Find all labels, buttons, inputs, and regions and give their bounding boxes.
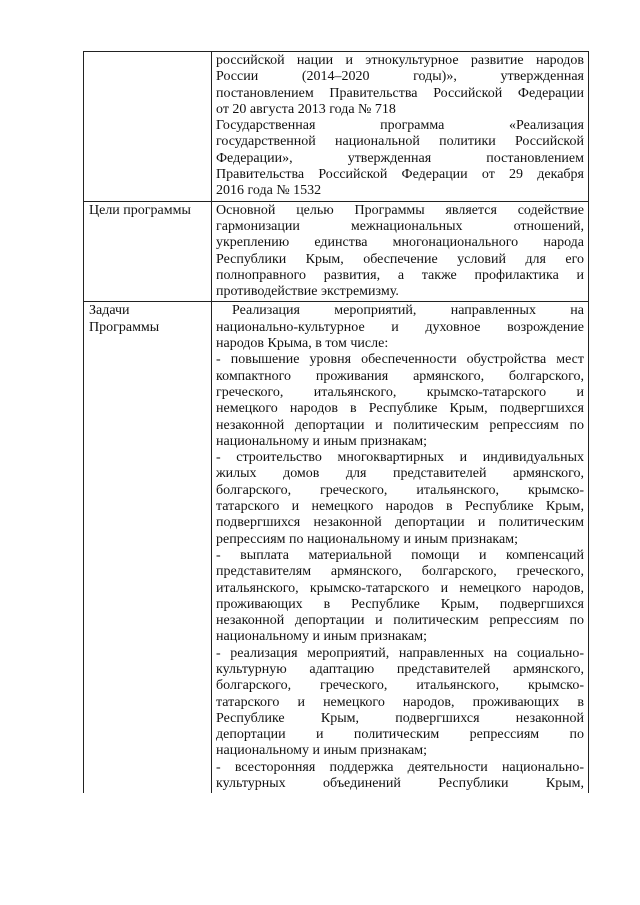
content-line: итальянского, крымско-татарского и немецкого народов, [216, 580, 584, 596]
content-line: немецкого народов в Республике Крым, подвергшихся [216, 401, 584, 417]
content-line: Основной целью Программы является содействие [216, 202, 584, 218]
table-row [84, 52, 589, 202]
content-line: государственной национальной политики Российской [216, 134, 584, 150]
content-line: Государственная программа «Реализация [216, 118, 584, 134]
content-line: укреплению единства многонационального народа [216, 235, 584, 251]
content-line: национально-культурное и духовное возрождение [216, 319, 584, 335]
content-line: Республики Крым, обеспечение условий для его [216, 251, 584, 267]
content-line: полноправного развития, а также профилактика и [216, 267, 584, 283]
content-line: незаконной депортации и политическим репрессиям по [216, 613, 584, 629]
content-line: жилых домов для представителей армянского, [216, 466, 584, 482]
content-line: Реализация мероприятий, направленных на [232, 303, 584, 319]
content-line: постановлением Правительства Российской Федерации [216, 85, 584, 101]
row-label-text: Задачи [89, 303, 130, 319]
row-label-cell [84, 52, 212, 202]
content-line: Федерации», утвержденная постановлением [216, 150, 584, 166]
row-label-text: Цели программы [89, 202, 191, 218]
content-line: депортации и политическим репрессиям по [216, 727, 584, 743]
content-line: подвергшихся незаконной депортации и политическим [216, 515, 584, 531]
content-line: - всесторонняя поддержка деятельности национально- [216, 759, 584, 775]
row-label-cell [84, 302, 212, 793]
content-line: - реализация мероприятий, направленных на социально- [216, 645, 584, 661]
content-line: болгарского, греческого, итальянского, крымско- [216, 482, 584, 498]
content-line: - выплата материальной помощи и компенсаций [216, 547, 584, 563]
row-content-cell [212, 52, 589, 202]
content-line: национальному и иным признакам; [216, 629, 427, 645]
content-line: Правительства Российской Федерации от 29 декабря [216, 167, 584, 183]
content-line: от 20 августа 2013 года № 718 [216, 101, 396, 117]
content-line: народов Крыма, в том числе: [216, 336, 389, 352]
content-line: Республике Крым, подвергшихся незаконной [216, 710, 584, 726]
row-content-cell [212, 201, 589, 302]
content-line: болгарского, греческого, итальянского, крымско- [216, 678, 584, 694]
content-line: российской нации и этнокультурное развитие народов [216, 53, 584, 68]
row-label-text: Программы [89, 319, 160, 335]
content-line: представителям армянского, болгарского, греческого, [216, 564, 584, 580]
content-line: национальному и иным признакам; [216, 433, 427, 449]
content-line: гармонизации межнациональных отношений, [216, 218, 584, 234]
content-line: России (2014–2020 годы)», утвержденная [216, 69, 584, 85]
content-line: незаконной депортации и политическим репрессиям по [216, 417, 584, 433]
content-line: культурную адаптацию представителей армянского, [216, 661, 584, 677]
content-line: противодействие экстремизму. [216, 284, 399, 300]
content-line: татарского и немецкого народов, проживающих в [216, 694, 584, 710]
content-line: татарского и немецкого народов в Республике Крым, [216, 499, 584, 515]
content-line: греческого, итальянского, крымско-татарского и [216, 384, 584, 400]
row-content-cell [212, 302, 589, 793]
content-line: - строительство многоквартирных и индивидуальных [216, 450, 584, 466]
content-line: 2016 года № 1532 [216, 183, 322, 199]
content-line: компактного проживания армянского, болгарского, [216, 368, 584, 384]
table-row [84, 201, 589, 302]
content-line: национальному и иным признакам; [216, 743, 427, 759]
content-line: культурных объединений Республики Крым, [216, 776, 584, 792]
row-label-cell [84, 201, 212, 302]
table-row [84, 302, 589, 793]
table-body [84, 52, 589, 794]
content-line: репрессиям по национальному и иным признакам; [216, 531, 518, 547]
content-line: проживающих в Республике Крым, подвергшихся [216, 596, 584, 612]
document-table [83, 51, 589, 793]
content-line: - повышение уровня обеспеченности обустройства мест [216, 352, 584, 368]
